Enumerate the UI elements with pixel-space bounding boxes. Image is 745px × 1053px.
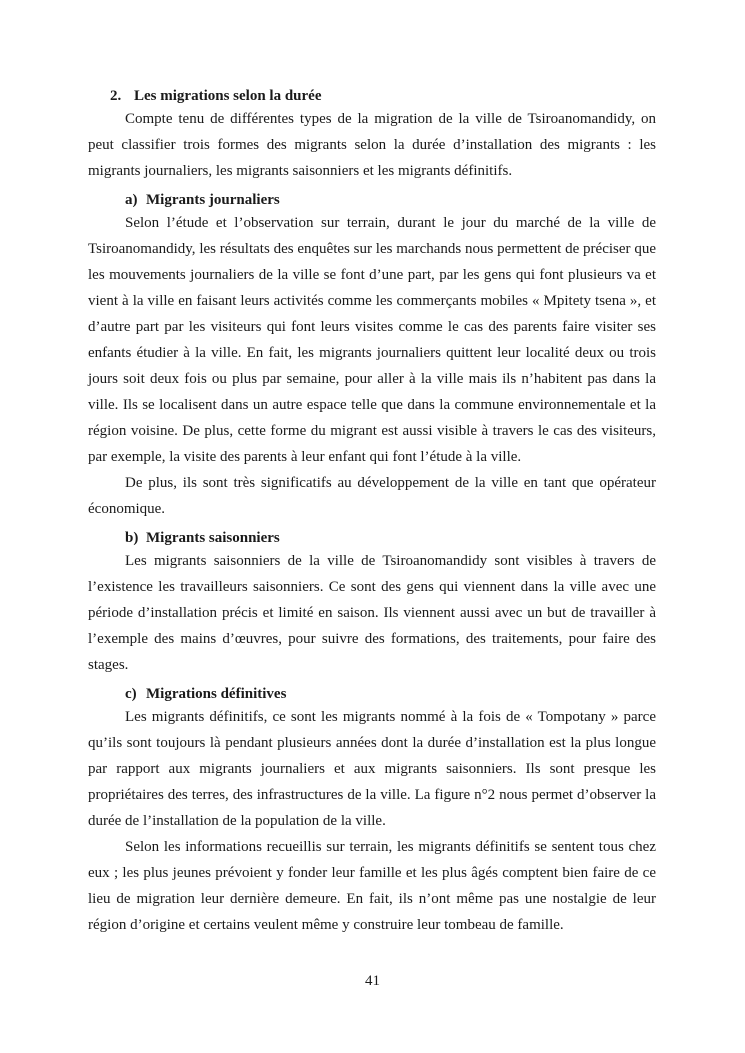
- subsection-title: Migrants journaliers: [146, 192, 280, 208]
- subsection-heading-b: [125, 528, 656, 548]
- section-number: 2.: [110, 88, 122, 104]
- subsection-title: Migrants saisonniers: [146, 530, 280, 546]
- subsection-heading-c: [125, 684, 656, 704]
- paragraph: Les migrants saisonniers de la ville de Tsiroanomandidy sont visibles à travers de l’existence les travailleurs saisonniers. Ce sont des gens qui viennent dans la ville avec une période d’installation précis et limité en saison. Ils viennent aussi avec un but de travailler à l’exemple des mains d’œuvres, pour suivre des formations, des traitements, pour faire des stages.: [88, 553, 656, 673]
- paragraph: Selon l’étude et l’observation sur terrain, durant le jour du marché de la ville de Tsiroanomandidy, les résultats des enquêtes sur les marchands nous permettent de préciser que les mouvements journaliers de la ville se font d’une part, par les gens qui font plusieurs va et vient à la ville en faisant leurs activités comme les commerçants mobiles « Mpitety tsena », et d’autre part par les visiteurs qui font leurs visites comme le cas des parents faire visiter ses enfants étudier à la ville. En fait, les migrants journaliers quittent leur localité deux ou trois jours soit deux fois ou plus par semaine, pour aller à la ville mais ils n’habitent pas dans la ville. Ils se localisent dans un autre espace telle que dans la commune environnementale et la région voisine. De plus, cette forme du migrant est aussi visible à travers le cas des visiteurs, par exemple, la visite des parents à leur enfant qui font l’étude à la ville.: [88, 215, 656, 465]
- paragraph: Les migrants définitifs, ce sont les migrants nommé à la fois de « Tompotany » parce qu’ils sont toujours là pendant plusieurs années dont la durée d’installation est la plus longue par rapport aux migrants journaliers et aux migrants saisonniers. Ils sont presque les propriétaires des terres, des infrastructures de la ville. La figure n°2 nous permet d’observer la durée de l’installation de la population de la ville.: [88, 709, 656, 829]
- paragraph: De plus, ils sont très significatifs au développement de la ville en tant que opérateur économique.: [88, 475, 656, 517]
- section-heading: [110, 86, 656, 106]
- subsection-letter: b): [125, 530, 139, 546]
- subsection-heading-a: [125, 190, 656, 210]
- page-number: 41: [365, 973, 380, 989]
- paragraph: Selon les informations recueillis sur terrain, les migrants définitifs se sentent tous chez eux ; les plus jeunes prévoient y fonder leur famille et les plus âgés comptent bien faire de ce lieu de migration leur dernière demeure. En fait, ils n’ont même pas une nostalgie de leur région d’origine et certains veulent même y construire leur tombeau de famille.: [88, 839, 656, 933]
- section-title: Les migrations selon la durée: [134, 88, 322, 104]
- document-page: [88, 86, 656, 938]
- subsection-title: Migrations définitives: [146, 686, 287, 702]
- section-intro-paragraph: Compte tenu de différentes types de la migration de la ville de Tsiroanomandidy, on peut classifier trois formes des migrants selon la durée d’installation des migrants : les migrants journaliers, les migrants saisonniers et les migrants définitifs.: [88, 111, 656, 179]
- subsection-letter: c): [125, 686, 137, 702]
- subsection-letter: a): [125, 192, 138, 208]
